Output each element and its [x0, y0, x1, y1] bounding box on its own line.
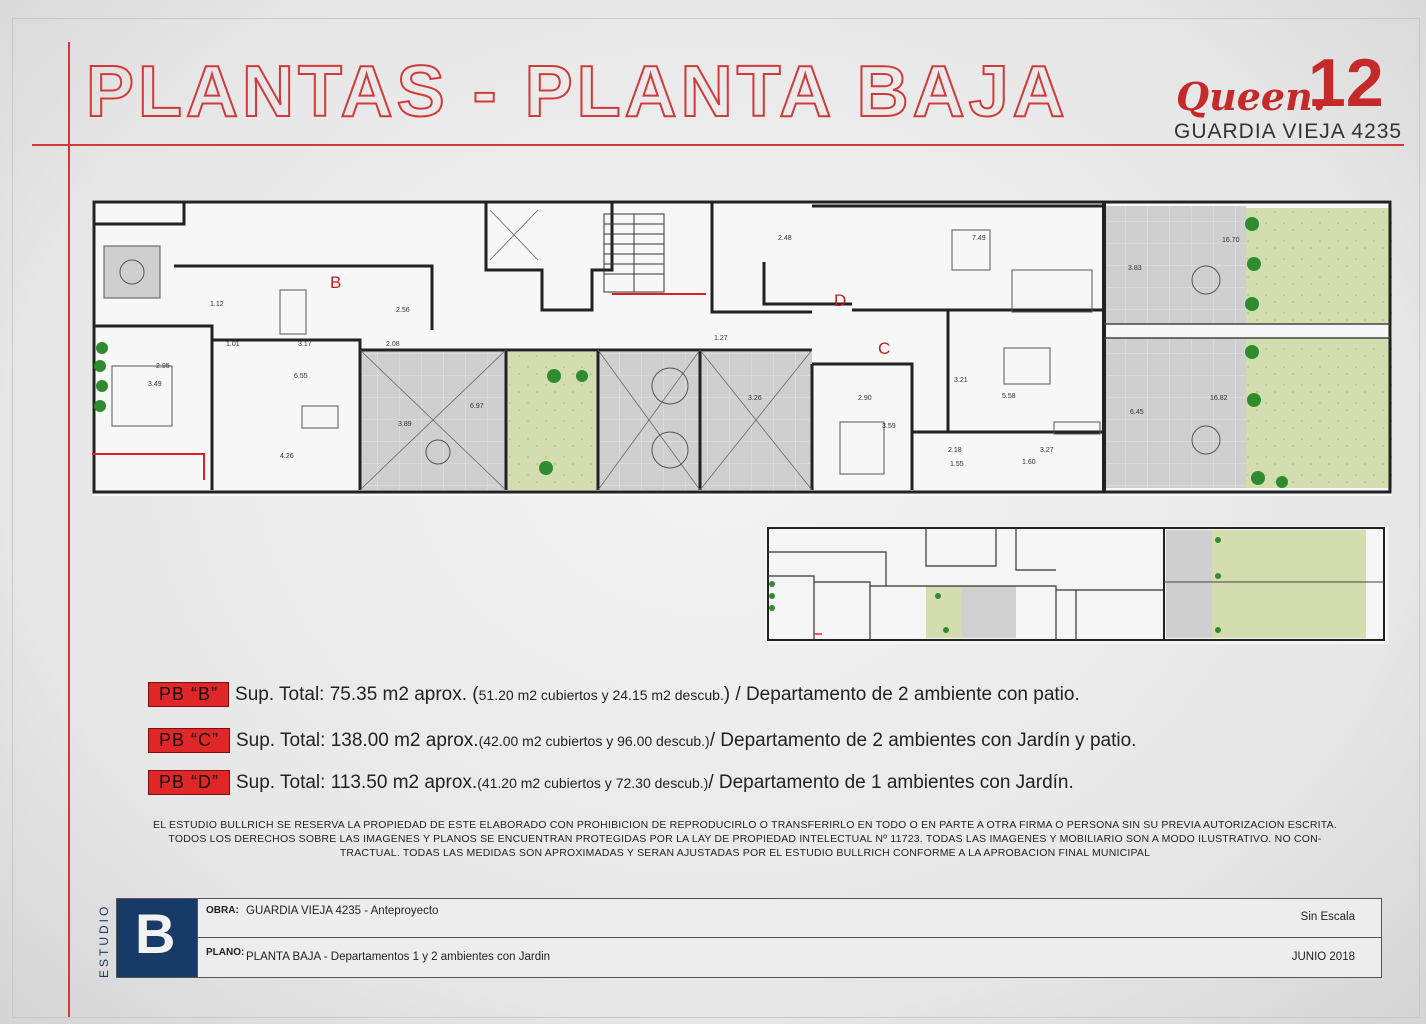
logo-script: Queen.: [1176, 74, 1326, 119]
svg-text:16.70: 16.70: [1222, 237, 1240, 244]
svg-text:2.95: 2.95: [156, 363, 170, 370]
svg-text:6.97: 6.97: [470, 403, 484, 410]
unit-label-d: D: [834, 291, 847, 310]
svg-text:3.49: 3.49: [148, 381, 162, 388]
disclaimer-line-2: TODOS LOS DERECHOS SOBRE LAS IMAGENES Y PLANOS SE ENCUENTRAN PROTEGIDAS POR LA LAY DE PROPIEDAD INTELECTUAL Nº 11723. TODAS LAS IMAGENES Y MOBILIARIO SON A MODO ILUSTRATIVO. NO CON-: [168, 833, 1322, 845]
unit-tag-c: PB “C”: [148, 728, 230, 753]
svg-text:5.58: 5.58: [1002, 393, 1016, 400]
unit-tag-d: PB “D”: [148, 770, 230, 795]
title-block: [116, 898, 1382, 978]
svg-text:7.49: 7.49: [972, 235, 986, 242]
svg-text:2.56: 2.56: [396, 307, 410, 314]
svg-text:6.45: 6.45: [1130, 409, 1144, 416]
unit-detail-b: 51.20 m2 cubiertos y 24.15 m2 descub.: [478, 686, 724, 703]
sheet-frame: [12, 18, 1420, 1018]
svg-text:3.27: 3.27: [1040, 447, 1054, 454]
unit-label-c: C: [878, 339, 891, 358]
logo-address: GUARDIA VIEJA 4235: [1174, 120, 1403, 143]
red-margin-line-horizontal: [32, 144, 1404, 146]
date-value: JUNIO 2018: [1291, 951, 1355, 963]
svg-text:1.27: 1.27: [714, 335, 728, 342]
unit-desc-b: ) / Departamento de 2 ambiente con patio.: [723, 683, 1080, 705]
unit-row-c: [148, 728, 1136, 753]
plano-value: PLANTA BAJA - Departamentos 1 y 2 ambientes con Jardin: [246, 951, 551, 963]
unit-sup-b: Sup. Total: 75.35 m2 aprox. (: [235, 683, 479, 705]
brand-letter: B: [135, 902, 176, 965]
unit-sup-c: Sup. Total: 138.00 m2 aprox.: [236, 729, 479, 751]
floor-plan-main: [92, 200, 1392, 496]
svg-text:3.83: 3.83: [1128, 265, 1142, 272]
unit-detail-c: (42.00 m2 cubiertos y 96.00 descub.): [478, 732, 710, 749]
logo-number: 12: [1308, 45, 1384, 121]
plano-label: PLANO:: [206, 947, 245, 958]
svg-text:1.01: 1.01: [226, 341, 240, 348]
unit-detail-d: (41.20 m2 cubiertos y 72.30 descub.): [477, 774, 709, 791]
svg-text:3.21: 3.21: [954, 377, 968, 384]
queen12-logo: [1170, 45, 1403, 144]
svg-text:3.26: 3.26: [748, 395, 762, 402]
svg-text:2.08: 2.08: [386, 341, 400, 348]
estudio-vertical-label: [82, 886, 118, 986]
svg-text:2.18: 2.18: [948, 447, 962, 454]
svg-text:2.90: 2.90: [858, 395, 872, 402]
unit-desc-c: / Departamento de 2 ambientes con Jardín y patio.: [709, 729, 1137, 751]
svg-text:1.12: 1.12: [210, 301, 224, 308]
svg-text:3.89: 3.89: [398, 421, 412, 428]
obra-value: GUARDIA VIEJA 4235 - Anteproyecto: [246, 905, 439, 917]
title-block-obra-row: [197, 899, 1381, 938]
disclaimer-line-1: EL ESTUDIO BULLRICH SE RESERVA LA PROPIEDAD DE ESTE ELABORADO CON PROHIBICION DE REPRODUCIRLO O TRANSFERIRLO EN TODO O EN PARTE A OTRA FIRMA O PERSONA SIN SU PREVIA AUTORIZACION ESCRITA.: [153, 819, 1337, 831]
unit-row-d: [148, 770, 1074, 795]
svg-text:1.55: 1.55: [950, 461, 964, 468]
scale-value: Sin Escala: [1300, 911, 1355, 923]
svg-text:3.17: 3.17: [298, 341, 312, 348]
red-margin-line-vertical: [68, 42, 70, 1017]
unit-row-b: [148, 682, 1080, 707]
floor-plan-key: [766, 526, 1388, 644]
svg-text:3.59: 3.59: [882, 423, 896, 430]
svg-text:16.82: 16.82: [1210, 395, 1228, 402]
estudio-b-logo: [117, 899, 197, 977]
unit-desc-d: / Departamento de 1 ambientes con Jardín.: [708, 771, 1074, 793]
brand-vertical-text: ESTUDIO: [97, 903, 111, 978]
page-title: PLANTAS - PLANTA BAJA: [86, 52, 1069, 132]
legal-disclaimer: [100, 818, 1390, 860]
obra-label: OBRA:: [206, 905, 239, 916]
disclaimer-line-3: TRACTUAL. TODAS LAS MEDIDAS SON APROXIMADAS Y SERAN AJUSTADAS POR EL ESTUDIO BULLRICH CONFORME A LA APROBACION FINAL MUNICIPAL: [339, 847, 1151, 859]
svg-text:1.60: 1.60: [1022, 459, 1036, 466]
unit-sup-d: Sup. Total: 113.50 m2 aprox.: [236, 771, 478, 793]
svg-text:4.26: 4.26: [280, 453, 294, 460]
unit-tag-b: PB “B”: [148, 682, 229, 707]
title-block-plano-row: [197, 937, 1381, 977]
svg-text:2.48: 2.48: [778, 235, 792, 242]
svg-text:6.55: 6.55: [294, 373, 308, 380]
unit-label-b: B: [330, 273, 342, 292]
